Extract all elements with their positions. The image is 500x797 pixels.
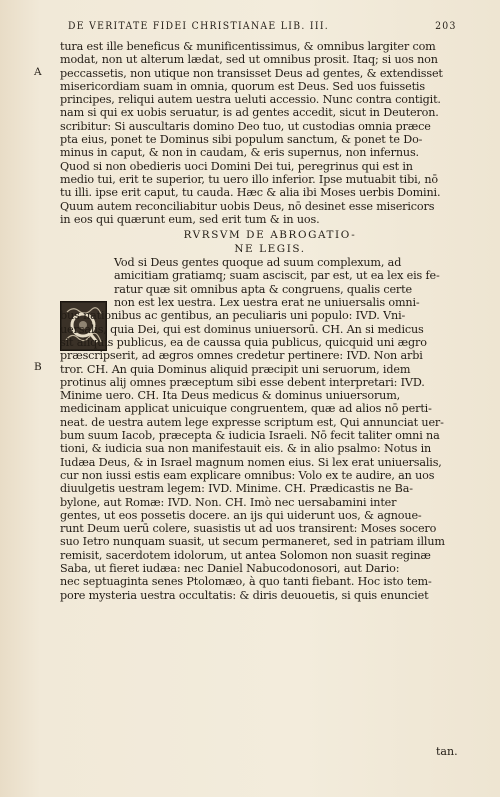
text-line: medio tui, erit te superior, tu uero illo inferior. Ipse mutuabit tibi, nō: [60, 172, 438, 186]
paragraph-top: [60, 40, 480, 226]
text-line: minus in caput, & non in caudam, & eris supernus, non infernus.: [60, 146, 419, 160]
text-line: tura est ille beneficus & munificentissimus, & omnibus largiter com: [60, 40, 436, 53]
text-line: pore mysteria uestra occultatis: & diris deuouetis, si quis enunciet: [60, 588, 429, 602]
running-head-title: DE VERITATE FIDEI CHRISTIANAE LIB. III.: [68, 21, 330, 32]
text-line: cur non iussi estis eam explicare omnibus: Volo ex te audire, an uos: [60, 468, 435, 482]
text-line: in eos qui quærunt eum, sed erit tum & in uos.: [60, 212, 320, 226]
section-heading-line-2: NE LEGIS.: [234, 243, 306, 256]
text-line: uersalis, quia Dei, qui est dominus uniuersorū. CH. An si medicus: [60, 322, 424, 336]
text-line: nec septuaginta senes Ptolomæo, à quo tanti fiebant. Hoc isto tem-: [60, 575, 432, 589]
text-line: non est lex uestra. Lex uestra erat ne uniuersalis omni-: [114, 296, 420, 310]
text-line: neat. de uestra autem lege expresse scriptum est, Qui annunciat uer-: [60, 415, 444, 429]
text-line: Saba, ut fieret iudæa: nec Daniel Nabucodonosori, aut Dario:: [60, 561, 400, 575]
text-line: protinus alij omnes præceptum sibi esse debent interpretari: IVD.: [60, 375, 425, 389]
text-line: Minime uero. CH. Ita Deus medicus & dominus uniuersorum,: [60, 389, 401, 403]
text-line: Quum autem reconciliabitur uobis Deus, nō desinet esse misericors: [60, 199, 435, 213]
text-line: misericordiam suam in omnia, quorum est Deus. Sed uos fuissetis: [60, 79, 425, 93]
text-line: remisit, sacerdotem idolorum, ut antea Solomon non suasit reginæ: [60, 548, 431, 562]
text-line: principes, reliqui autem uestra ueluti accessio. Nunc contra contigit.: [60, 93, 441, 107]
folio-number: 203: [435, 21, 457, 32]
text-line: tror. CH. An quia Dominus aliquid præcipit uni seruorum, idem: [60, 362, 411, 376]
margin-letter-b: B: [34, 361, 42, 373]
text-line: pta eius, ponet te Dominus sibi populum sanctum, & ponet te Do-: [60, 133, 423, 147]
section-heading-line-1: RVRSVM DE ABROGATIO-: [183, 229, 357, 242]
text-line: runt Deum uerū colere, suasistis ut ad uos transirent: Moses socero: [60, 522, 437, 536]
text-line: diuulgetis uestram legem: IVD. Minime. CH. Prædicastis ne Ba-: [60, 482, 413, 496]
text-line: præscripserit, ad ægros omnes credetur pertinere: IVD. Non arbi: [60, 349, 423, 363]
text-line: bus nationibus ac gentibus, an peculiaris uni populo: IVD. Vni-: [60, 309, 406, 323]
text-line: tioni, & iudicia sua non manifestauit eis. & in alio psalmo: Notus in: [60, 442, 432, 456]
running-head: [68, 21, 457, 32]
text-line: peccassetis, non utique non transisset Deus ad gentes, & extendisset: [60, 66, 443, 80]
text-line: bum suum Iacob, præcepta & iudicia Israeli. Nō fecit taliter omni na: [60, 429, 440, 443]
text-line: gentes, ut eos possetis docere. an ijs qui uiderunt uos, & agnoue-: [60, 508, 422, 522]
text-line: Vod si Deus gentes quoque ad suum complexum, ad: [114, 256, 402, 270]
paragraph-bottom: [60, 309, 480, 602]
text-line: Iudæa Deus, & in Israel magnum nomen eius. Si lex erat uniuersalis,: [60, 455, 442, 469]
text-line: nam si qui ex uobis seruatur, is ad gentes accedit, sicut in Deuteron.: [60, 106, 439, 120]
text-line: amicitiam gratiamq; suam asciscit, par est, ut ea lex eis fe-: [114, 269, 440, 283]
text-line: modat, non ut alterum lædat, sed ut omnibus prosit. Itaq; si uos non: [60, 53, 438, 67]
text-line: bylone, aut Romæ: IVD. Non. CH. Imò nec uersabamini inter: [60, 495, 397, 509]
catchword: tan.: [436, 745, 458, 758]
main-text: [60, 40, 480, 602]
margin-letter-a: A: [34, 66, 42, 78]
text-line: scribitur: Si auscultaris domino Deo tuo, ut custodias omnia præce: [60, 119, 431, 133]
paragraph-initial: [60, 256, 480, 309]
text-line: Quod si non obedieris uoci Domini Dei tui, peregrinus qui est in: [60, 159, 413, 173]
text-line: sit aliquis publicus, ea de caussa quia publicus, quicquid uni ægro: [60, 335, 427, 349]
text-line: tu illi. ipse erit caput, tu cauda. Hæc & alia ibi Moses uerbis Domini.: [60, 186, 441, 200]
text-line: suo Ietro nunquam suasit, ut secum permaneret, sed in patriam illum: [60, 535, 445, 549]
text-line: ratur quæ sit omnibus apta & congruens, qualis certe: [114, 282, 412, 296]
text-line: medicinam applicat unicuique congruentem, quæ ad alios nō perti-: [60, 402, 432, 416]
